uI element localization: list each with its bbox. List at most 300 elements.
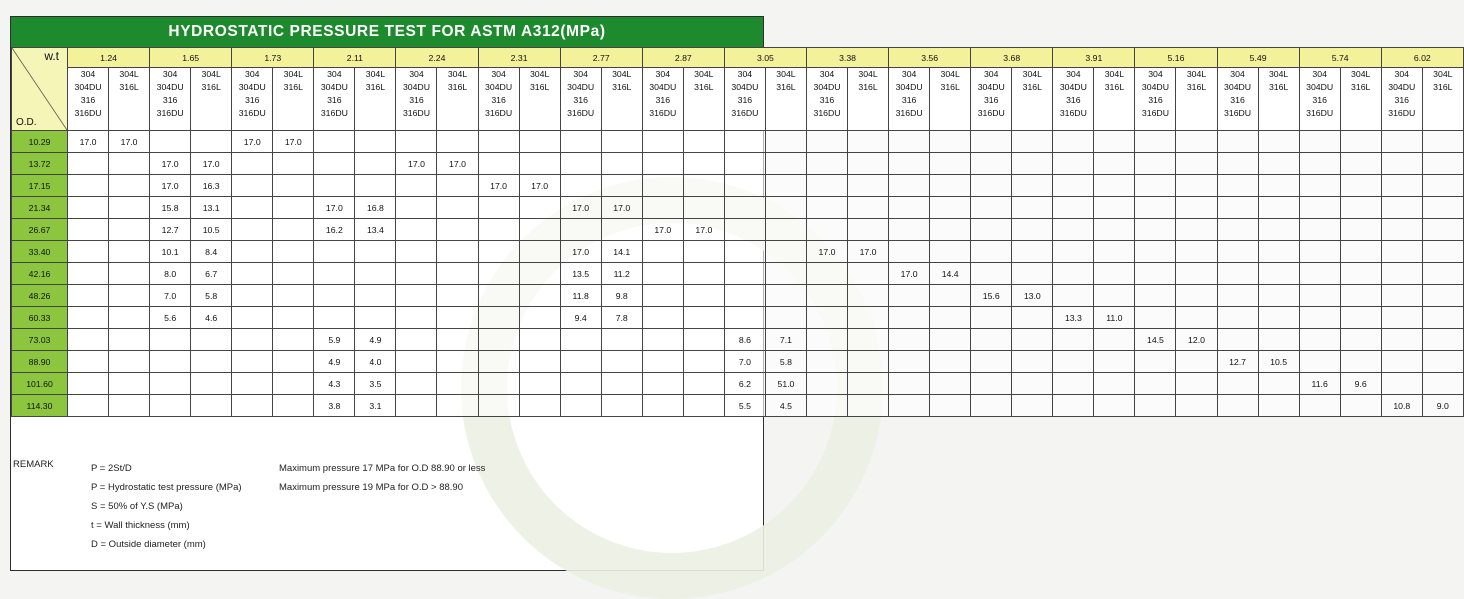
grade-label: 316 (80, 95, 96, 105)
pressure-cell (273, 153, 314, 175)
pressure-cell: 4.9 (314, 351, 355, 373)
pressure-cell (765, 131, 806, 153)
pressure-cell (1340, 197, 1381, 219)
pressure-cell (930, 131, 971, 153)
od-cell: 21.34 (12, 197, 68, 219)
pressure-cell: 3.5 (355, 373, 396, 395)
pressure-cell: 14.5 (1135, 329, 1176, 351)
grade-label: 316L (1351, 82, 1371, 92)
grade-label: 304DU (813, 82, 841, 92)
pressure-cell (1094, 131, 1135, 153)
pressure-cell (519, 219, 560, 241)
table-row (12, 329, 1464, 351)
pressure-cell: 12.7 (150, 219, 191, 241)
pressure-cell (232, 395, 273, 417)
pressure-cell: 5.8 (765, 351, 806, 373)
table-row (12, 307, 1464, 329)
pressure-cell (1258, 329, 1299, 351)
grade-label: 304DU (156, 82, 184, 92)
pressure-cell (560, 373, 601, 395)
grade-label: 304 (1148, 69, 1163, 79)
pressure-cell (642, 153, 683, 175)
grade-label: 304L (1268, 69, 1289, 79)
pressure-cell (109, 197, 150, 219)
grade-header (930, 68, 971, 131)
od-label: O.D. (16, 117, 37, 128)
pressure-cell: 3.1 (355, 395, 396, 417)
pressure-cell (68, 263, 109, 285)
wall-thickness-header: 5.74 (1299, 48, 1381, 68)
pressure-cell (314, 153, 355, 175)
pressure-cell (1012, 263, 1053, 285)
wall-thickness-header: 3.05 (724, 48, 806, 68)
pressure-cell (1012, 175, 1053, 197)
pressure-cell (848, 285, 889, 307)
grade-label: 316DU (402, 108, 430, 118)
pressure-cell (519, 329, 560, 351)
pressure-cell (1053, 197, 1094, 219)
grade-label: 316L (529, 82, 550, 92)
pressure-cell (765, 175, 806, 197)
pressure-cell: 15.8 (150, 197, 191, 219)
grade-header (642, 68, 683, 131)
pressure-cell (1217, 131, 1258, 153)
pressure-cell (683, 175, 724, 197)
pressure-cell (848, 351, 889, 373)
grade-label: 316DU (156, 108, 184, 118)
pressure-cell (68, 373, 109, 395)
grade-label: 316L (283, 82, 303, 92)
table-row (12, 153, 1464, 175)
grade-label: 304 (655, 69, 671, 79)
pressure-cell (724, 285, 765, 307)
pressure-cell (930, 241, 971, 263)
pressure-cell: 13.3 (1053, 307, 1094, 329)
pressure-cell (437, 329, 478, 351)
pressure-cell (150, 131, 191, 153)
pressure-cell (478, 263, 519, 285)
grade-label: 304L (447, 69, 468, 79)
grade-label: 304 (1230, 69, 1245, 79)
pressure-cell (478, 131, 519, 153)
pressure-cell (273, 175, 314, 197)
pressure-cell (1258, 373, 1299, 395)
grade-label: 316 (1148, 95, 1163, 105)
grade-label: 304L (776, 69, 796, 79)
formula-line: P = 2St/D (91, 463, 132, 474)
pressure-cell: 17.0 (150, 153, 191, 175)
pressure-cell (109, 373, 150, 395)
pressure-cell (642, 351, 683, 373)
pressure-cell (314, 263, 355, 285)
pressure-cell (642, 395, 683, 417)
pressure-cell (1135, 131, 1176, 153)
pressure-cell (437, 131, 478, 153)
table-row (12, 263, 1464, 285)
pressure-cell: 14.4 (930, 263, 971, 285)
pressure-cell (1053, 263, 1094, 285)
pressure-cell (68, 197, 109, 219)
pressure-cell (396, 131, 437, 153)
pressure-cell (1012, 373, 1053, 395)
pressure-cell (724, 219, 765, 241)
pressure-cell (1217, 219, 1258, 241)
pressure-cell (1012, 153, 1053, 175)
pressure-cell (273, 263, 314, 285)
grade-label: 304 (819, 69, 835, 79)
pressure-cell (519, 197, 560, 219)
pressure-cell: 7.1 (765, 329, 806, 351)
pressure-cell (1135, 175, 1176, 197)
pressure-cell: 13.4 (355, 219, 396, 241)
pressure-cell (1381, 175, 1422, 197)
pressure-cell (519, 131, 560, 153)
grade-label: 316 (1230, 95, 1245, 105)
pressure-cell (273, 285, 314, 307)
pressure-cell (971, 241, 1012, 263)
pressure-cell (437, 219, 478, 241)
pressure-cell: 17.0 (848, 241, 889, 263)
pressure-cell: 16.3 (191, 175, 232, 197)
pressure-cell: 3.8 (314, 395, 355, 417)
pressure-test-sheet (10, 16, 1453, 571)
pressure-cell (1217, 175, 1258, 197)
pressure-cell: 17.0 (683, 219, 724, 241)
grade-label: 304 (327, 69, 342, 79)
wall-thickness-header: 6.02 (1381, 48, 1463, 68)
pressure-cell (1258, 241, 1299, 263)
pressure-cell: 17.0 (191, 153, 232, 175)
pressure-cell (1381, 153, 1422, 175)
grade-label: 316DU (1224, 108, 1252, 118)
grade-label: 316DU (1141, 108, 1169, 118)
pressure-cell (1340, 351, 1381, 373)
pressure-cell (232, 373, 273, 395)
pressure-cell (1176, 153, 1217, 175)
pressure-cell (355, 241, 396, 263)
pressure-cell (1340, 307, 1381, 329)
pressure-cell: 5.6 (150, 307, 191, 329)
pressure-cell (478, 307, 519, 329)
remark-section (11, 455, 763, 572)
pressure-cell (1217, 329, 1258, 351)
grade-header (1340, 68, 1381, 131)
pressure-cell (1422, 307, 1463, 329)
pressure-cell (232, 241, 273, 263)
pressure-cell (601, 175, 642, 197)
od-cell: 42.16 (12, 263, 68, 285)
pressure-cell (560, 329, 601, 351)
pressure-cell: 5.5 (724, 395, 765, 417)
pressure-cell (806, 153, 847, 175)
pressure-cell (848, 131, 889, 153)
pressure-cell (889, 219, 930, 241)
pressure-cell (109, 175, 150, 197)
pressure-cell (68, 329, 109, 351)
wall-thickness-header: 2.24 (396, 48, 478, 68)
pressure-cell (724, 131, 765, 153)
pressure-cell: 6.2 (724, 373, 765, 395)
pressure-cell (273, 241, 314, 263)
pressure-cell (1053, 373, 1094, 395)
pressure-cell (478, 395, 519, 417)
grade-header (1135, 68, 1176, 131)
pressure-cell (1340, 153, 1381, 175)
pressure-cell (150, 351, 191, 373)
pressure-cell (519, 241, 560, 263)
pressure-cell (889, 197, 930, 219)
grade-label: 304L (1104, 69, 1125, 79)
pressure-cell (314, 175, 355, 197)
pressure-cell (437, 197, 478, 219)
grade-label: 304L (283, 69, 303, 79)
pressure-cell (68, 285, 109, 307)
pressure-cell (724, 175, 765, 197)
pressure-cell: 4.5 (765, 395, 806, 417)
grade-label: 304DU (1141, 82, 1169, 92)
pressure-cell (683, 395, 724, 417)
pressure-cell (1340, 329, 1381, 351)
pressure-cell (396, 219, 437, 241)
pressure-cell (437, 307, 478, 329)
pressure-cell (1176, 395, 1217, 417)
pressure-cell (1422, 285, 1463, 307)
pressure-cell: 9.8 (601, 285, 642, 307)
od-cell: 101.60 (12, 373, 68, 395)
grade-label: 316 (737, 95, 753, 105)
pressure-cell (273, 351, 314, 373)
pressure-cell (396, 263, 437, 285)
pressure-cell (1053, 329, 1094, 351)
grade-label: 304L (1351, 69, 1371, 79)
pressure-cell (1381, 373, 1422, 395)
pressure-cell (1135, 351, 1176, 373)
grade-label: 316L (119, 82, 139, 92)
pressure-cell (1012, 219, 1053, 241)
pressure-cell (806, 351, 847, 373)
pressure-cell (601, 131, 642, 153)
grade-label: 316L (1433, 82, 1453, 92)
pressure-cell (519, 263, 560, 285)
pressure-cell (1135, 307, 1176, 329)
grade-label: 304DU (567, 82, 595, 92)
pressure-cell: 9.0 (1422, 395, 1463, 417)
pressure-cell (191, 351, 232, 373)
pressure-cell (1217, 395, 1258, 417)
pressure-cell (1053, 241, 1094, 263)
pressure-cell (1299, 285, 1340, 307)
pressure-cell (930, 373, 971, 395)
grade-header (232, 68, 273, 131)
pressure-cell (437, 175, 478, 197)
pressure-cell (848, 307, 889, 329)
pressure-cell (683, 329, 724, 351)
pressure-cell (1258, 197, 1299, 219)
wall-thickness-header: 3.56 (889, 48, 971, 68)
grade-label: 304DU (1059, 82, 1087, 92)
pressure-cell (1299, 131, 1340, 153)
pressure-cell: 4.0 (355, 351, 396, 373)
pressure-cell (519, 153, 560, 175)
grade-header (478, 68, 519, 131)
pressure-cell (1012, 131, 1053, 153)
pressure-cell (1299, 197, 1340, 219)
pressure-cell (355, 175, 396, 197)
grade-header (1217, 68, 1258, 131)
pressure-cell (191, 131, 232, 153)
pressure-cell: 17.0 (560, 241, 601, 263)
wall-thickness-header: 5.49 (1217, 48, 1299, 68)
pressure-cell (601, 351, 642, 373)
pressure-cell (1176, 307, 1217, 329)
pressure-cell (683, 153, 724, 175)
pressure-cell (1299, 219, 1340, 241)
grade-header (1422, 68, 1463, 131)
pressure-cell: 10.1 (150, 241, 191, 263)
grade-label: 304DU (731, 82, 759, 92)
grade-label: 316 (655, 95, 671, 105)
grade-label: 316DU (1059, 108, 1087, 118)
pressure-cell (724, 197, 765, 219)
grade-label: 304 (573, 69, 588, 79)
grade-label: 316 (244, 95, 260, 105)
pressure-cell: 10.5 (1258, 351, 1299, 373)
pressure-cell (232, 351, 273, 373)
pressure-cell (1176, 197, 1217, 219)
pressure-cell (560, 395, 601, 417)
pressure-cell (971, 373, 1012, 395)
pressure-cell (930, 329, 971, 351)
pressure-cell (1094, 153, 1135, 175)
pressure-cell (478, 285, 519, 307)
grade-label: 304L (529, 69, 550, 79)
pressure-cell (273, 197, 314, 219)
pressure-cell (889, 131, 930, 153)
pressure-cell (355, 263, 396, 285)
pressure-cell (1299, 263, 1340, 285)
pressure-cell (1176, 351, 1217, 373)
grade-header (560, 68, 601, 131)
grade-label: 316 (573, 95, 588, 105)
pressure-cell (519, 285, 560, 307)
pressure-cell: 13.1 (191, 197, 232, 219)
pressure-cell (1381, 241, 1422, 263)
pressure-cell (601, 395, 642, 417)
pressure-cell (1094, 197, 1135, 219)
pressure-cell: 17.0 (889, 263, 930, 285)
grade-header (273, 68, 314, 131)
pressure-cell (1094, 241, 1135, 263)
pressure-cell (765, 285, 806, 307)
pressure-cell (848, 373, 889, 395)
pressure-cell (1176, 219, 1217, 241)
pressure-cell (68, 395, 109, 417)
grade-label: 316L (858, 82, 878, 92)
pressure-cell: 17.0 (519, 175, 560, 197)
pressure-cell: 11.8 (560, 285, 601, 307)
od-cell: 10.29 (12, 131, 68, 153)
wall-thickness-header: 1.73 (232, 48, 314, 68)
grade-label: 316L (612, 82, 632, 92)
pressure-cell (1094, 219, 1135, 241)
od-cell: 60.33 (12, 307, 68, 329)
grade-label: 304 (901, 69, 917, 79)
pressure-cell (930, 351, 971, 373)
pressure-cell (1422, 197, 1463, 219)
pressure-cell (724, 153, 765, 175)
pressure-cell (1340, 241, 1381, 263)
pressure-cell (1217, 263, 1258, 285)
pressure-cell (848, 263, 889, 285)
pressure-cell (806, 373, 847, 395)
pressure-cell (478, 197, 519, 219)
pressure-cell: 9.4 (560, 307, 601, 329)
pressure-cell (232, 329, 273, 351)
pressure-cell (930, 285, 971, 307)
pressure-cell (437, 351, 478, 373)
pressure-cell (848, 395, 889, 417)
pressure-cell (1258, 263, 1299, 285)
grade-header (191, 68, 232, 131)
pressure-cell (1381, 351, 1422, 373)
pressure-cell (683, 351, 724, 373)
formula-line: t = Wall thickness (mm) (91, 520, 190, 531)
pressure-cell (1094, 373, 1135, 395)
od-cell: 114.30 (12, 395, 68, 417)
pressure-cell (930, 153, 971, 175)
pressure-cell (889, 351, 930, 373)
od-cell: 33.40 (12, 241, 68, 263)
grade-label: 304DU (74, 82, 102, 92)
pressure-cell (971, 307, 1012, 329)
grade-label: 316DU (731, 108, 759, 118)
grade-header (1094, 68, 1135, 131)
pressure-cell (1135, 153, 1176, 175)
pressure-cell (273, 329, 314, 351)
pressure-cell (560, 153, 601, 175)
pressure-cell (1176, 131, 1217, 153)
pressure-cell (1299, 395, 1340, 417)
pressure-cell (1217, 153, 1258, 175)
pressure-cell (150, 329, 191, 351)
wt-label: w.t (44, 49, 59, 63)
pressure-cell (1340, 131, 1381, 153)
pressure-cell (971, 219, 1012, 241)
pressure-cell (848, 197, 889, 219)
pressure-cell (68, 175, 109, 197)
table-row (12, 219, 1464, 241)
pressure-cell (930, 307, 971, 329)
pressure-cell (806, 329, 847, 351)
pressure-cell (765, 241, 806, 263)
od-cell: 48.26 (12, 285, 68, 307)
pressure-cell: 14.1 (601, 241, 642, 263)
formula-line: D = Outside diameter (mm) (91, 539, 206, 550)
grade-header (519, 68, 560, 131)
pressure-cell: 5.9 (314, 329, 355, 351)
grade-label: 316 (491, 95, 506, 105)
pressure-cell: 10.8 (1381, 395, 1422, 417)
pressure-cell: 17.0 (396, 153, 437, 175)
pressure-cell: 9.6 (1340, 373, 1381, 395)
pressure-cell (848, 329, 889, 351)
pressure-cell (396, 351, 437, 373)
grade-label: 304L (1022, 69, 1042, 79)
wall-thickness-header: 5.16 (1135, 48, 1217, 68)
pressure-cell: 16.2 (314, 219, 355, 241)
pressure-cell (1381, 329, 1422, 351)
grade-label: 304L (940, 69, 960, 79)
